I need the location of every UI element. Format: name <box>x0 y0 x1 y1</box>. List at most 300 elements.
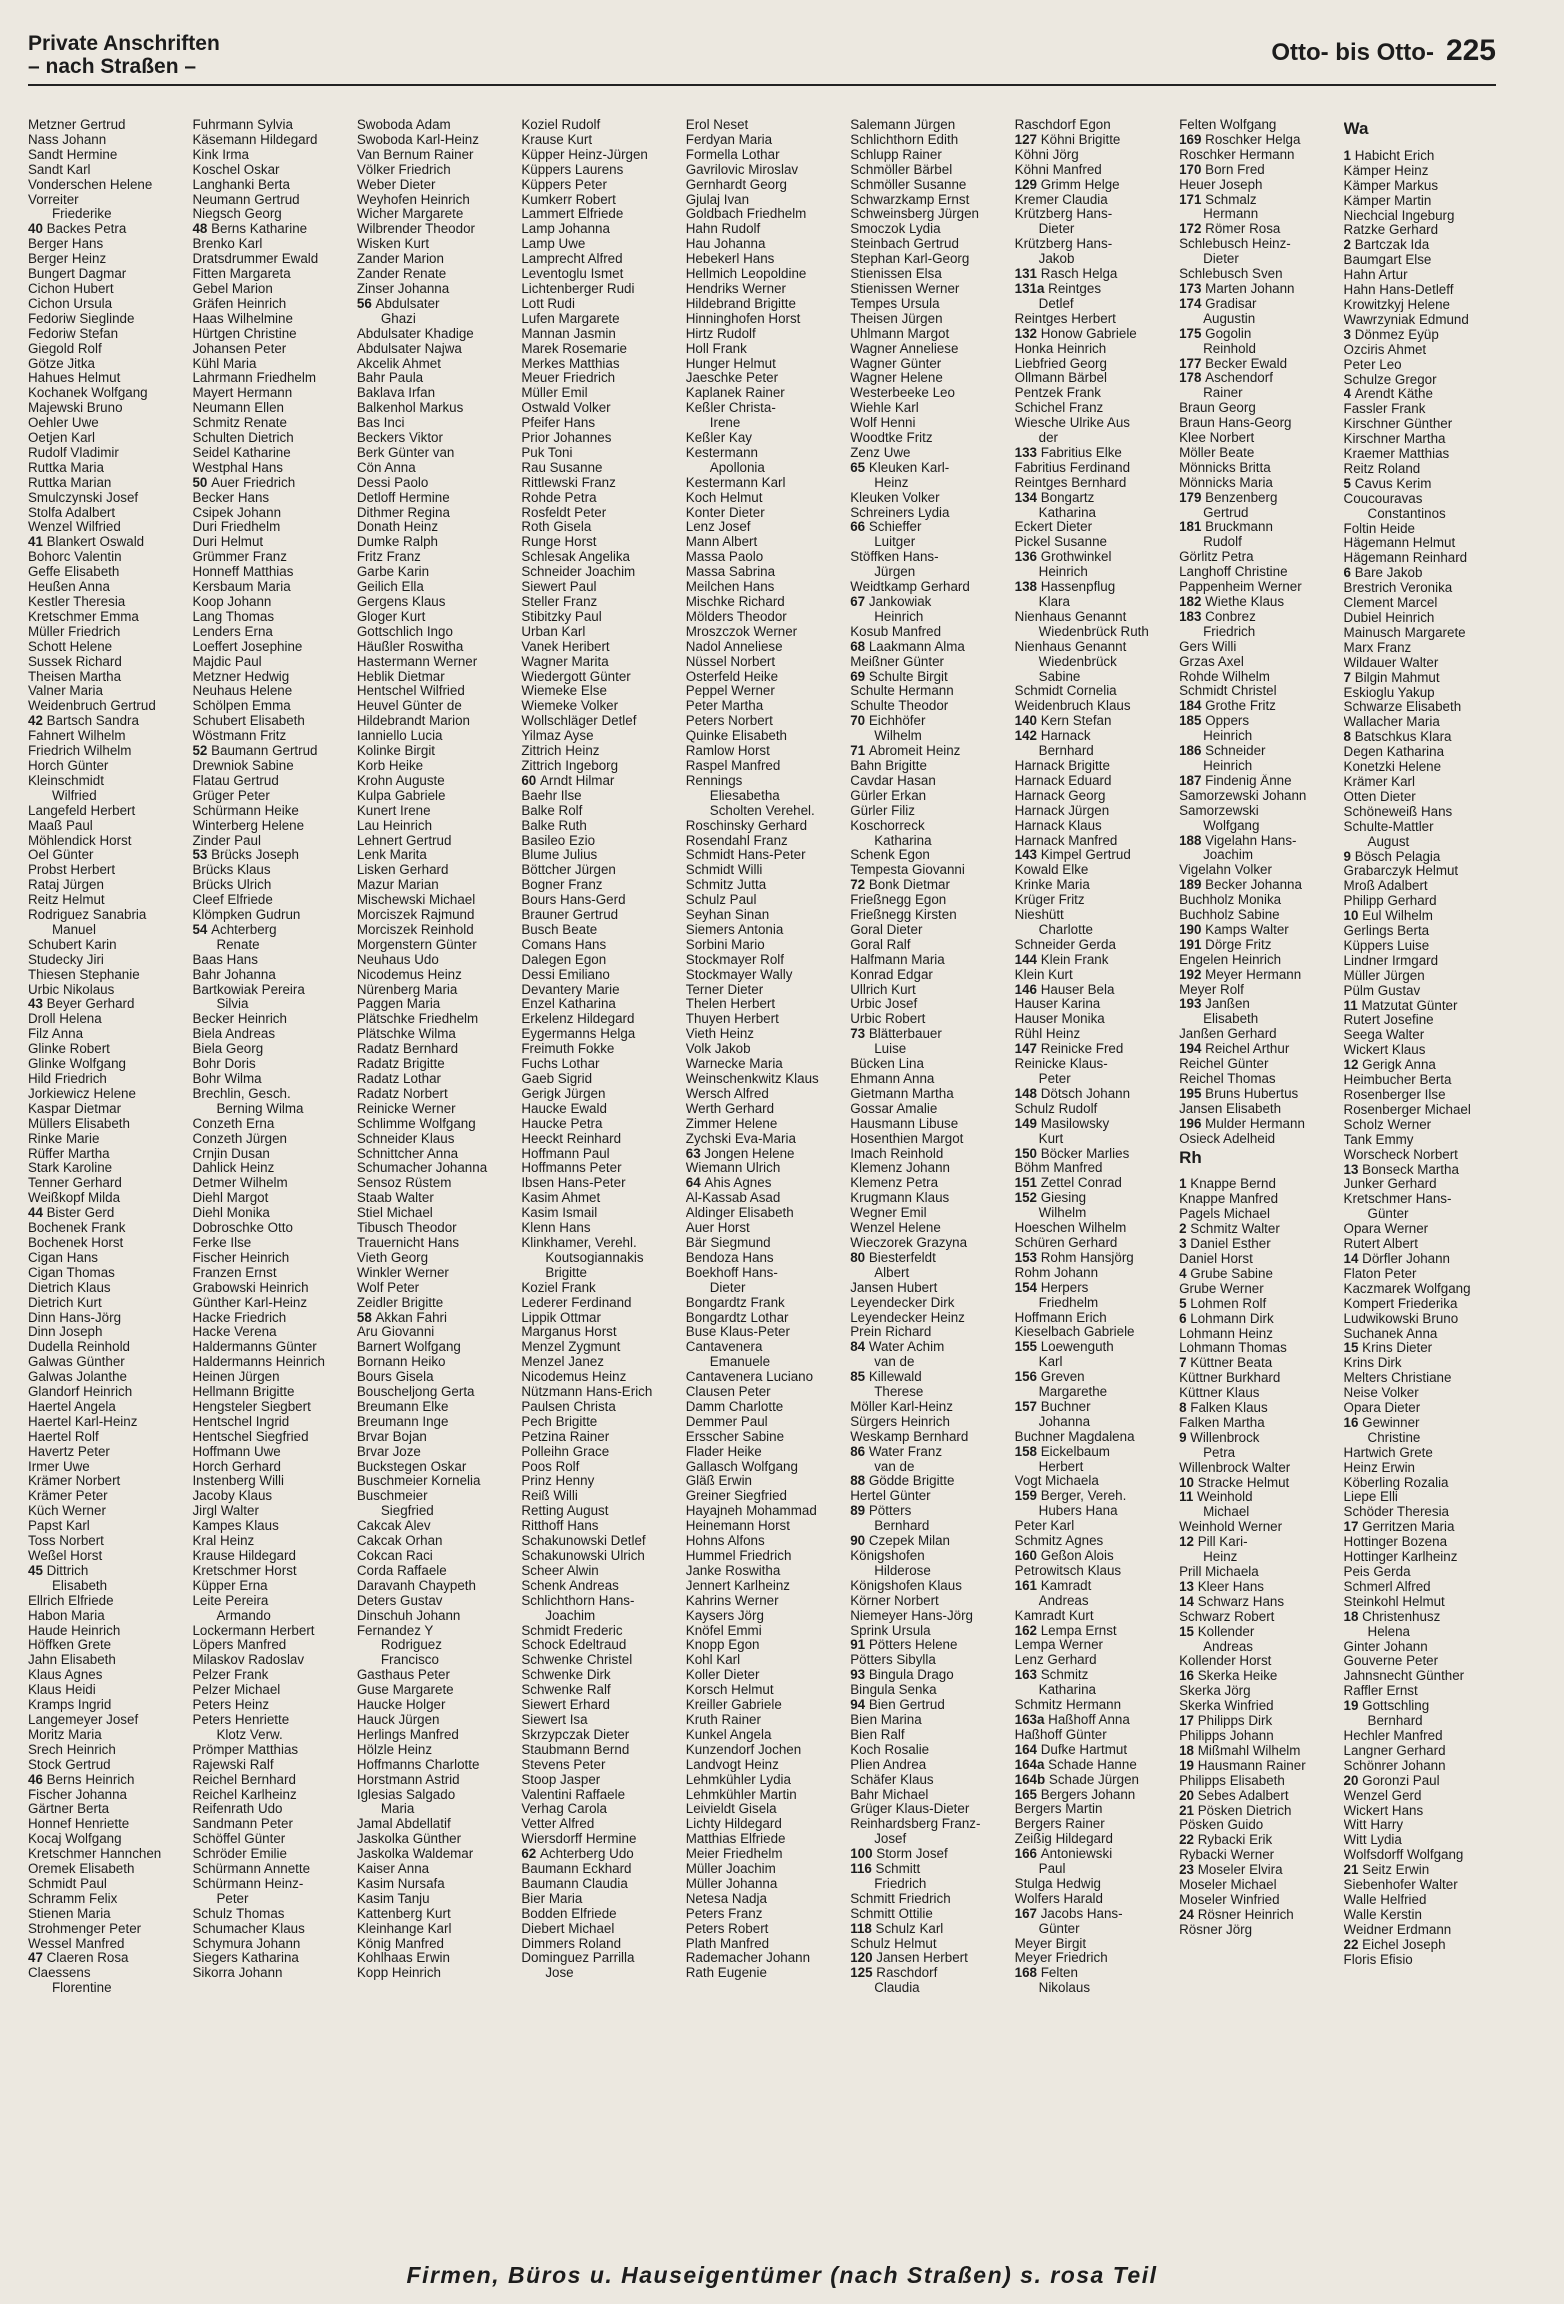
entry-continuation: Apollonia <box>709 460 765 475</box>
directory-entry: Schlebusch Sven <box>1179 267 1283 282</box>
directory-entry: Hebekerl Hans <box>685 252 775 267</box>
directory-entry: Abdulsater Najwa <box>356 341 462 356</box>
directory-entry: Königshofen Klaus <box>850 1578 962 1593</box>
directory-entry: Radatz Norbert <box>356 1086 448 1101</box>
directory-entry: 140 Kern Stefan <box>1014 714 1112 729</box>
directory-entry: Schürmann Annette <box>192 1862 311 1877</box>
directory-entry: Kestler Theresia <box>28 595 126 609</box>
directory-entry: Droll Helena <box>28 1012 102 1027</box>
directory-entry: Swoboda Adam <box>356 118 451 132</box>
directory-entry: 90 Czepek Milan <box>850 1534 950 1549</box>
directory-entry: Scheer Alwin <box>521 1563 599 1578</box>
running-head-line-1: Private Anschriften <box>28 32 220 55</box>
directory-entry: Heußen Anna <box>28 580 110 595</box>
directory-entry: Wiedergott Günter <box>521 669 631 684</box>
entry-continuation: Therese <box>874 1385 924 1400</box>
house-number: 156 <box>1014 1370 1041 1385</box>
directory-entry: Tank Emmy <box>1343 1132 1414 1147</box>
directory-entry: 169 Roschker Helga <box>1179 132 1301 147</box>
directory-entry: Mannan Jasmin <box>521 326 616 341</box>
house-number: 86 <box>850 1444 869 1459</box>
directory-entry: Bochenek Horst <box>28 1235 124 1250</box>
directory-entry: Peters Franz <box>685 1906 763 1921</box>
directory-entry: Milaskov Radoslav <box>192 1653 305 1668</box>
directory-entry: Wagner Helene <box>850 371 943 386</box>
directory-entry: Niemeyer Hans-Jörg <box>850 1608 974 1623</box>
house-number: 20 <box>1179 1788 1198 1803</box>
directory-entry: Krämer Peter <box>28 1489 108 1504</box>
directory-entry: 185 Oppers <box>1179 714 1250 729</box>
directory-entry: Haude Heinrich <box>28 1623 121 1638</box>
directory-entry: Krützberg Hans- <box>1014 237 1113 252</box>
house-number: 132 <box>1014 326 1041 341</box>
directory-entry: Nadol Anneliese <box>685 639 783 654</box>
directory-entry: Konter Dieter <box>685 505 765 520</box>
directory-entry: 16 Gewinner <box>1343 1415 1420 1430</box>
directory-entry: Lammert Elfriede <box>521 207 624 222</box>
directory-entry: Galwas Jolanthe <box>28 1370 127 1385</box>
directory-entry: Morgenstern Günter <box>356 937 477 952</box>
directory-entry: Schmerl Alfred <box>1343 1579 1431 1594</box>
directory-entry: Mönnicks Maria <box>1179 475 1273 490</box>
directory-entry: Braun Georg <box>1179 401 1256 416</box>
directory-entry: Siewert Paul <box>521 580 597 595</box>
directory-entry: 41 Blankert Oswald <box>28 535 145 550</box>
directory-entry: Bochenek Frank <box>28 1221 126 1236</box>
directory-entry: Schlesak Angelika <box>521 550 631 565</box>
directory-entry: Brestrich Veronika <box>1343 581 1453 596</box>
directory-entry: Crnjin Dusan <box>192 1146 270 1161</box>
directory-entry: Swoboda Karl-Heinz <box>356 132 479 147</box>
directory-entry: Cön Anna <box>356 460 416 475</box>
directory-entry: Ginter Johann <box>1343 1639 1428 1654</box>
directory-entry: Rühl Heinz <box>1014 1027 1081 1042</box>
directory-entry: Gouverne Peter <box>1343 1654 1439 1669</box>
directory-entry: Knopp Egon <box>685 1638 760 1653</box>
directory-entry: Müller Johanna <box>685 1876 778 1891</box>
directory-entry: Sikorra Johann <box>192 1966 283 1981</box>
directory-entry: Wicher Margarete <box>356 207 464 222</box>
house-number: 10 <box>1343 909 1363 924</box>
directory-entry: Retting August <box>521 1504 609 1519</box>
directory-entry: Schmitz Renate <box>192 416 287 431</box>
directory-entry: Lederer Ferdinand <box>521 1295 632 1310</box>
directory-entry: Honka Heinrich <box>1014 341 1107 356</box>
entry-continuation: der <box>1038 431 1059 446</box>
directory-entry: Meyer Rolf <box>1179 982 1244 997</box>
directory-entry: Neuhaus Helene <box>192 684 293 699</box>
directory-entry: 192 Meyer Hermann <box>1179 967 1302 982</box>
directory-entry: 13 Bonseck Martha <box>1343 1162 1459 1177</box>
house-number: 88 <box>850 1474 869 1489</box>
directory-entry: Haertel Karl-Heinz <box>28 1414 138 1429</box>
directory-entry: Urbic Nikolaus <box>28 982 115 997</box>
directory-entry: Krugmann Klaus <box>850 1191 950 1206</box>
directory-entry: 69 Schulte Birgit <box>850 669 948 684</box>
directory-entry: Mayert Hermann <box>192 386 293 401</box>
directory-entry: 166 Antoniewski <box>1014 1847 1113 1862</box>
entry-continuation: Christine <box>1367 1430 1421 1445</box>
directory-entry: Aldinger Elisabeth <box>685 1206 794 1221</box>
directory-entry: Jahn Elisabeth <box>28 1653 116 1668</box>
directory-entry: Petzina Rainer <box>521 1429 610 1444</box>
directory-entry: Urbic Robert <box>850 1012 926 1027</box>
directory-entry: Volk Jakob <box>685 1042 751 1057</box>
house-number: 2 <box>1179 1222 1191 1237</box>
directory-entry: 189 Becker Johanna <box>1179 878 1302 893</box>
directory-entry: Harnack Jürgen <box>1014 803 1110 818</box>
directory-entry: Maaß Paul <box>28 818 93 833</box>
entry-continuation: Ghazi <box>380 311 416 326</box>
house-number: 20 <box>1343 1773 1363 1788</box>
directory-entry: Koch Rosalie <box>850 1742 930 1757</box>
directory-entry: Bas Inci <box>356 416 405 431</box>
directory-entry: Müller Joachim <box>685 1862 776 1877</box>
directory-entry: 65 Kleuken Karl- <box>850 460 950 475</box>
directory-entry: Siemers Antonia <box>685 922 784 937</box>
directory-entry: Klenn Hans <box>521 1221 591 1236</box>
directory-entry: Kollender Horst <box>1179 1654 1272 1669</box>
directory-entry: Marganus Horst <box>521 1325 617 1340</box>
directory-entry: Schichel Franz <box>1014 401 1104 416</box>
directory-entry: Bien Marina <box>850 1712 922 1727</box>
directory-entry: Stockmayer Rolf <box>685 952 784 967</box>
house-number: 150 <box>1014 1146 1041 1161</box>
house-number: 9 <box>1179 1430 1191 1445</box>
house-number: 133 <box>1014 445 1041 460</box>
directory-entry: Keßler Kay <box>685 431 752 446</box>
house-number: 18 <box>1343 1609 1363 1624</box>
directory-entry: Küpper Erna <box>192 1578 268 1593</box>
directory-entry: Körner Norbert <box>850 1593 939 1608</box>
directory-entry: Küttner Klaus <box>1179 1386 1260 1401</box>
directory-entry: Bücken Lina <box>850 1057 924 1072</box>
entry-continuation: Bernhard <box>1038 744 1094 759</box>
directory-entry: Hauck Jürgen <box>356 1712 440 1727</box>
directory-entry: Fischer Johanna <box>28 1787 127 1802</box>
directory-entry: Theisen Jürgen <box>850 311 943 326</box>
directory-entry: 157 Buchner <box>1014 1399 1091 1414</box>
directory-entry: Gavrilovic Miroslav <box>685 162 799 177</box>
directory-entry: Baumann Claudia <box>521 1876 628 1891</box>
directory-entry: Gloger Kurt <box>356 609 426 624</box>
directory-entry: Horch Gerhard <box>192 1459 282 1474</box>
directory-entry: Tenner Gerhard <box>28 1176 122 1191</box>
house-number: 152 <box>1014 1191 1041 1206</box>
directory-entry: Lehmkühler Lydia <box>685 1772 791 1787</box>
house-number: 191 <box>1179 937 1206 952</box>
directory-entry: Küppers Laurens <box>521 162 624 177</box>
directory-entry: Brvar Joze <box>356 1444 421 1459</box>
house-number: 155 <box>1014 1340 1041 1355</box>
directory-entry: Brvar Bojan <box>356 1429 427 1444</box>
directory-entry: Heinemann Horst <box>685 1519 790 1534</box>
directory-entry: Glandorf Heinrich <box>28 1385 133 1400</box>
directory-entry: Warnecke Maria <box>685 1057 783 1072</box>
directory-entry: Raffler Ernst <box>1343 1684 1418 1699</box>
directory-entry: Witt Lydia <box>1343 1833 1402 1848</box>
directory-entry: Srech Heinrich <box>28 1742 116 1757</box>
directory-entry: 160 Geßon Alois <box>1014 1549 1114 1563</box>
directory-entry: Reinhardsberg Franz- <box>850 1817 981 1832</box>
directory-entry: Bongardtz Frank <box>685 1295 785 1310</box>
directory-entry: 19 Gottschling <box>1343 1699 1430 1714</box>
directory-entry: Cakcak Alev <box>356 1519 431 1534</box>
directory-entry: Koller Dieter <box>685 1668 760 1683</box>
directory-entry: Massa Sabrina <box>685 565 776 580</box>
directory-entry: Rösner Jörg <box>1179 1922 1253 1937</box>
directory-entry: Holl Frank <box>685 341 747 356</box>
directory-entry: Osterfeld Heike <box>685 669 779 684</box>
directory-entry: Thiesen Stephanie <box>28 967 140 982</box>
entry-continuation: Nikolaus <box>1038 1981 1091 1996</box>
directory-entry: Vorreiter <box>28 192 79 207</box>
directory-entry: Löpers Manfred <box>192 1638 287 1653</box>
directory-entry: Müller Emil <box>521 386 588 401</box>
directory-entry: Bohr Doris <box>192 1057 256 1072</box>
directory-entry: Walle Helfried <box>1343 1892 1427 1907</box>
directory-entry: Grüger Peter <box>192 788 270 803</box>
directory-entry: Kirschner Martha <box>1343 432 1446 447</box>
directory-entry: Weidenbruch Gertrud <box>28 699 156 714</box>
directory-entry: Schlimme Wolfgang <box>356 1116 476 1131</box>
directory-entry: 173 Marten Johann <box>1179 281 1295 296</box>
directory-entry: Corda Raffaele <box>356 1563 447 1578</box>
directory-entry: Fischer Heinrich <box>192 1250 290 1265</box>
directory-entry: Dahlick Heinz <box>192 1161 275 1176</box>
house-number: 129 <box>1014 177 1041 192</box>
directory-entry: Wickert Hans <box>1343 1803 1424 1818</box>
house-number: 131 <box>1014 267 1041 282</box>
directory-entry: Rosfeldt Peter <box>521 505 607 520</box>
directory-entry: Basileo Ezio <box>521 833 596 848</box>
directory-entry: Leivieldt Gisela <box>685 1802 777 1817</box>
directory-entry: 188 Vigelahn Hans- <box>1179 833 1297 848</box>
directory-entry: Konrad Edgar <box>850 967 933 982</box>
directory-entry: Papst Karl <box>28 1519 90 1534</box>
house-number: 70 <box>850 714 869 729</box>
directory-entry: Lohmann Heinz <box>1179 1326 1273 1341</box>
directory-entry: Auer Horst <box>685 1221 750 1236</box>
directory-entry: Kral Heinz <box>192 1534 255 1549</box>
directory-entry: Sandt Karl <box>28 162 91 177</box>
house-number: 177 <box>1179 356 1206 371</box>
directory-entry: 52 Baumann Gertrud <box>192 744 318 759</box>
directory-entry: Peis Gerda <box>1343 1565 1411 1579</box>
directory-entry: Buse Klaus-Peter <box>685 1325 790 1340</box>
directory-entry: Bergers Rainer <box>1014 1817 1105 1832</box>
directory-entry: Menzel Janez <box>521 1355 604 1370</box>
directory-entry: Möhlendick Horst <box>28 833 132 848</box>
directory-entry: Kleinhange Karl <box>356 1921 452 1936</box>
directory-entry: Grabarczyk Helmut <box>1343 864 1459 879</box>
directory-entry: Krämer Norbert <box>28 1474 121 1489</box>
directory-entry: Wolfsdorff Wolfgang <box>1343 1848 1464 1863</box>
directory-entry: Schulte Theodor <box>850 699 949 714</box>
entry-continuation: Joachim <box>1203 848 1253 863</box>
entry-continuation: Heinrich <box>1203 758 1253 773</box>
directory-entry: Jacoby Klaus <box>192 1489 273 1504</box>
house-number: 64 <box>685 1176 705 1191</box>
directory-entry: Stock Gertrud <box>28 1757 111 1772</box>
directory-entry: Theisen Martha <box>28 669 122 684</box>
house-number: 100 <box>850 1847 877 1862</box>
directory-entry: 3 Dönmez Eyüp <box>1343 327 1439 342</box>
house-number: 1 <box>1343 148 1355 163</box>
directory-entry: Küpper Heinz-Jürgen <box>521 147 648 162</box>
directory-entry: Kämper Martin <box>1343 193 1432 208</box>
directory-entry: Brechlin, Gesch. <box>192 1086 291 1101</box>
directory-entry: Runge Horst <box>521 535 597 550</box>
directory-entry: Reichel Bernhard <box>192 1772 296 1787</box>
directory-entry: Foltin Heide <box>1343 521 1415 536</box>
directory-entry: Hentschel Wilfried <box>356 684 465 699</box>
directory-entry: Nicodemus Heinz <box>356 967 462 982</box>
directory-entry: Puk Toni <box>521 445 573 460</box>
directory-entry: Steinbach Gertrud <box>850 237 959 252</box>
directory-entry: Rath Eugenie <box>685 1966 767 1981</box>
directory-entry: Devantery Marie <box>521 982 620 997</box>
directory-entry: Kochanek Wolfgang <box>28 386 148 401</box>
directory-entry: Görlitz Petra <box>1179 550 1254 565</box>
directory-entry: Kolinke Birgit <box>356 744 436 759</box>
directory-entry: 63 Jongen Helene <box>685 1146 795 1161</box>
directory-entry: 72 Bonk Dietmar <box>850 878 950 893</box>
house-number: 142 <box>1014 729 1041 744</box>
directory-entry: Goral Ralf <box>850 937 911 952</box>
directory-entry: Smoczok Lydia <box>850 222 941 237</box>
directory-entry: Rademacher Johann <box>685 1951 811 1966</box>
directory-column <box>1015 118 1171 2220</box>
directory-entry: Ludwikowski Bruno <box>1343 1311 1459 1326</box>
directory-entry: Eygermanns Helga <box>521 1027 636 1042</box>
directory-entry: 68 Laakmann Alma <box>850 639 965 654</box>
directory-entry: 11 Weinhold <box>1179 1490 1253 1505</box>
directory-entry: Blume Julius <box>521 848 598 863</box>
directory-entry: Metzner Hedwig <box>192 669 290 684</box>
directory-entry: 12 Pill Kari- <box>1179 1535 1248 1550</box>
directory-entry: Balke Rolf <box>521 803 583 818</box>
house-number: 91 <box>850 1638 869 1653</box>
directory-entry: Schlebusch Heinz- <box>1179 237 1291 252</box>
directory-entry: Möller Beate <box>1179 445 1255 460</box>
directory-entry: Becker Hans <box>192 490 270 505</box>
directory-entry: 10 Eul Wilhelm <box>1343 909 1433 924</box>
directory-entry: Erol Neset <box>685 118 749 132</box>
directory-entry: Hahues Helmut <box>28 371 121 386</box>
directory-entry: Wöstmann Fritz <box>192 729 287 744</box>
directory-entry: Pech Brigitte <box>521 1414 598 1429</box>
directory-entry: Radatz Lothar <box>356 1072 441 1086</box>
directory-entry: Grzas Axel <box>1179 654 1244 669</box>
entry-continuation: Peter <box>216 1891 249 1906</box>
directory-entry: Reiß Willi <box>521 1489 578 1504</box>
directory-entry: 60 Arndt Hilmar <box>521 773 615 788</box>
directory-entry: Haucke Holger <box>356 1698 446 1713</box>
directory-entry: Rosenberger Ilse <box>1343 1088 1446 1102</box>
house-number: 167 <box>1014 1906 1041 1921</box>
directory-entry: Petrowitsch Klaus <box>1014 1563 1122 1578</box>
directory-entry: Plätschke Friedhelm <box>356 1012 479 1027</box>
directory-entry: Kersbaum Maria <box>192 580 291 595</box>
directory-entry: Jansen Hubert <box>850 1280 938 1295</box>
directory-entry: Zittrich Heinz <box>521 744 600 759</box>
directory-entry: Hottinger Karlheinz <box>1343 1550 1458 1565</box>
directory-entry: Schmitz Agnes <box>1014 1534 1104 1549</box>
directory-entry: Schröder Emilie <box>192 1847 287 1862</box>
directory-entry: Wegner Emil <box>850 1206 927 1221</box>
directory-entry: Peter Martha <box>685 699 764 714</box>
directory-entry: Dominguez Parrilla <box>521 1951 635 1966</box>
directory-entry: 143 Kimpel Gertrud <box>1014 848 1131 863</box>
directory-entry: Langhoff Christine <box>1179 565 1288 580</box>
house-number: 151 <box>1014 1176 1041 1191</box>
directory-entry: Peters Robert <box>685 1921 769 1936</box>
entry-continuation: Reinhold <box>1203 341 1256 356</box>
directory-entry: Leite Pereira <box>192 1593 269 1608</box>
directory-entry: Studecky Jiri <box>28 952 104 967</box>
directory-entry: Salemann Jürgen <box>850 118 956 132</box>
directory-entry: Hechler Manfred <box>1343 1728 1443 1743</box>
directory-entry: Hausmann Libuse <box>850 1116 959 1131</box>
directory-entry: 131a Reintges <box>1014 281 1102 296</box>
house-number: 6 <box>1343 566 1355 581</box>
directory-entry: Frießnegg Egon <box>850 893 947 908</box>
directory-entry: Wersch Alfred <box>685 1086 769 1101</box>
directory-entry: Guse Margarete <box>356 1683 454 1698</box>
directory-entry: Barnert Wolfgang <box>356 1340 461 1355</box>
directory-entry: Hacke Verena <box>192 1325 277 1340</box>
directory-entry: 125 Raschdorf <box>850 1966 938 1981</box>
directory-entry: Stolfa Adalbert <box>28 505 116 520</box>
directory-entry: Tempesta Giovanni <box>850 863 965 878</box>
directory-entry: Greiner Siegfried <box>685 1489 787 1504</box>
directory-entry: Uhlmann Margot <box>850 326 950 341</box>
directory-entry: Lenz Gerhard <box>1014 1653 1097 1668</box>
directory-entry: Kaplanek Rainer <box>685 386 785 401</box>
directory-entry: Rosendahl Franz <box>685 833 788 848</box>
directory-entry: Ibsen Hans-Peter <box>521 1176 626 1191</box>
directory-entry: Kasim Nursafa <box>356 1876 445 1891</box>
directory-entry: Kunkel Angela <box>685 1727 772 1742</box>
directory-entry: Abdulsater Khadige <box>356 326 474 341</box>
house-number: 45 <box>28 1563 47 1578</box>
house-number: 138 <box>1014 580 1041 595</box>
directory-entry: Floris Efisio <box>1343 1952 1413 1967</box>
directory-entry: Biela Andreas <box>192 1027 276 1042</box>
directory-entry: Yilmaz Ayse <box>521 729 594 744</box>
directory-entry: 164 Dufke Hartmut <box>1014 1742 1128 1757</box>
directory-entry: Meyer Birgit <box>1014 1936 1087 1951</box>
directory-entry: Reinicke Klaus- <box>1014 1057 1108 1072</box>
directory-entry: Harnack Klaus <box>1014 818 1102 833</box>
house-number: 22 <box>1343 1937 1363 1952</box>
directory-entry: 158 Eickelbaum <box>1014 1444 1110 1459</box>
directory-entry: Grüger Klaus-Dieter <box>850 1802 970 1817</box>
directory-entry: Valner Maria <box>28 684 103 699</box>
directory-entry: 46 Berns Heinrich <box>28 1772 135 1787</box>
house-number: 153 <box>1014 1250 1041 1265</box>
directory-entry: Langemeyer Josef <box>28 1712 139 1727</box>
directory-entry: Grube Werner <box>1179 1281 1264 1296</box>
directory-entry: Sprink Ursula <box>850 1623 931 1638</box>
directory-entry: Jansen Elisabeth <box>1179 1101 1282 1116</box>
directory-entry: Peters Norbert <box>685 714 773 729</box>
directory-entry: Gers Willi <box>1179 639 1237 654</box>
directory-entry: Bongardtz Lothar <box>685 1310 789 1325</box>
directory-entry: Gläß Erwin <box>685 1474 752 1489</box>
directory-entry: 24 Rösner Heinrich <box>1179 1907 1294 1922</box>
